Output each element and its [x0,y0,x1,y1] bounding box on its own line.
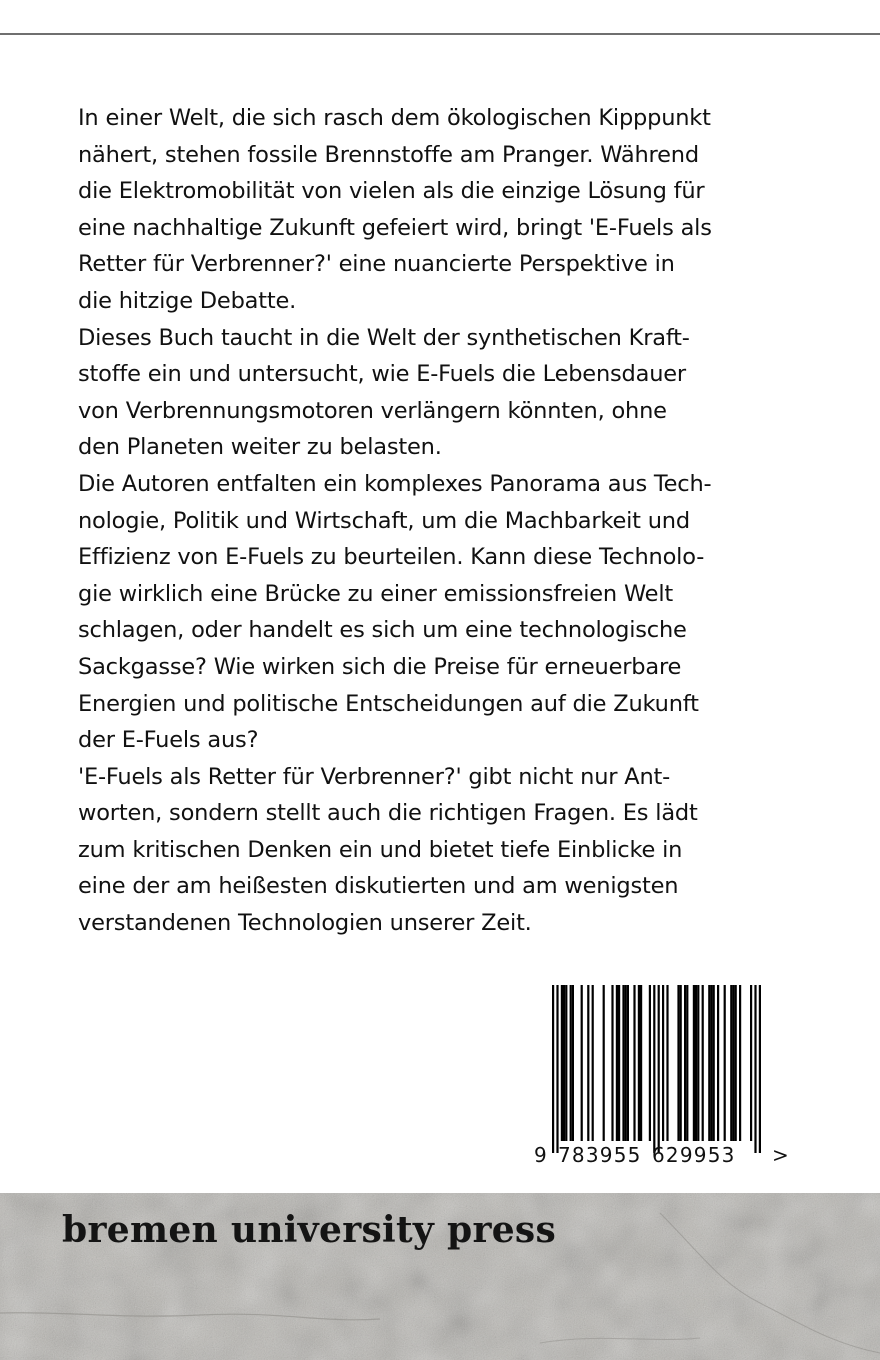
blurb-line: nähert, stehen fossile Brennstoffe am Pranger. Während [78,141,699,168]
barcode-bar [618,985,620,1141]
barcode-bar [627,985,629,1141]
barcode-bar [658,985,660,1153]
blurb-text [78,100,813,942]
barcode-bar [710,985,712,1141]
barcode-bar [713,985,715,1141]
barcode-bar [587,985,589,1141]
blurb-line: zum kritischen Denken ein und bietet tiefe Einblicke in [78,836,683,863]
isbn-first-digit: 9 [534,1143,547,1167]
barcode-bar [717,985,719,1141]
top-rule [0,33,880,35]
blurb-line: Die Autoren entfalten ein komplexes Panorama aus Tech- [78,470,712,497]
barcode-bar [680,985,682,1141]
blurb-line: stoffe ein und untersucht, wie E-Fuels die Lebensdauer [78,361,686,388]
blurb-line: Dieses Buch taucht in die Welt der synthetischen Kraft- [78,324,690,351]
publisher-logo: bremen university press [62,1209,557,1251]
barcode-bar [603,985,605,1141]
barcode-bar [649,985,651,1141]
blurb-line: eine nachhaltige Zukunft gefeiert wird, bringt 'E-Fuels als [78,214,712,241]
barcode-bar [735,985,737,1141]
isbn-barcode [534,985,794,1175]
blurb-line: verstandenen Technologien unserer Zeit. [78,910,532,937]
barcode-bar [708,985,710,1141]
barcode-bar [638,985,640,1141]
barcode-bar [611,985,613,1141]
barcode-bar [581,985,583,1141]
barcode-bar [730,985,732,1141]
barcode-bar [666,985,668,1141]
barcode-bar [625,985,627,1141]
barcode-bar [697,985,699,1141]
barcode-bar [662,985,664,1141]
blurb-line: nologie, Politik und Wirtschaft, um die Machbarkeit und [78,507,690,534]
barcode-bar [684,985,686,1141]
blurb-line: gie wirklich eine Brücke zu einer emissionsfreien Welt [78,580,673,607]
barcode-bar [561,985,563,1141]
barcode-bar [677,985,679,1141]
isbn-group-left: 783955 [558,1143,642,1167]
barcode-bar [565,985,567,1141]
barcode-bar [552,985,554,1153]
barcode-bar [732,985,734,1141]
barcode-bar [556,985,558,1153]
concrete-footer-band [0,1193,880,1360]
barcode-bar [686,985,688,1141]
blurb-line: Retter für Verbrenner?' eine nuancierte Perspektive in [78,251,675,278]
blurb-line: von Verbrennungsmotoren verlängern könnten, ohne [78,397,667,424]
barcode-bar [572,985,574,1141]
blurb-line: worten, sondern stellt auch die richtigen Fragen. Es lädt [78,800,698,827]
barcode-bar [702,985,704,1141]
barcode-bars [534,985,784,1155]
barcode-bar [592,985,594,1141]
blurb-line: den Planeten weiter zu belasten. [78,434,442,461]
blurb-line: Energien und politische Entscheidungen auf die Zukunft [78,690,699,717]
blurb-line: der E-Fuels aus? [78,727,259,754]
blurb-line: 'E-Fuels als Retter für Verbrenner?' gibt nicht nur Ant- [78,763,671,790]
isbn-quiet-zone-arrow: > [772,1143,789,1167]
blurb-line: Sackgasse? Wie wirken sich die Preise für erneuerbare [78,653,682,680]
blurb-line: die Elektromobilität von vielen als die einzige Lösung für [78,178,705,205]
blurb-line: schlagen, oder handelt es sich um eine technologische [78,617,687,644]
barcode-bar [570,985,572,1141]
barcode-bar [759,985,761,1153]
blurb-line: eine der am heißesten diskutierten und am wenigsten [78,873,679,900]
barcode-bar [640,985,642,1141]
barcode-bar [616,985,618,1141]
barcode-bar [563,985,565,1141]
barcode-bar [750,985,752,1141]
barcode-bar [695,985,697,1141]
blurb-line: die hitzige Debatte. [78,287,297,314]
blurb-line: In einer Welt, die sich rasch dem ökologischen Kipppunkt [78,105,711,131]
barcode-bar [633,985,635,1141]
barcode-bar [739,985,741,1141]
barcode-bar [653,985,655,1153]
isbn-group-right: 629953 [652,1143,736,1167]
blurb-line: Effizienz von E-Fuels zu beurteilen. Kann diese Technolo- [78,544,705,571]
barcode-bar [724,985,726,1141]
barcode-bar [622,985,624,1141]
barcode-bar [693,985,695,1141]
barcode-bar [754,985,756,1153]
